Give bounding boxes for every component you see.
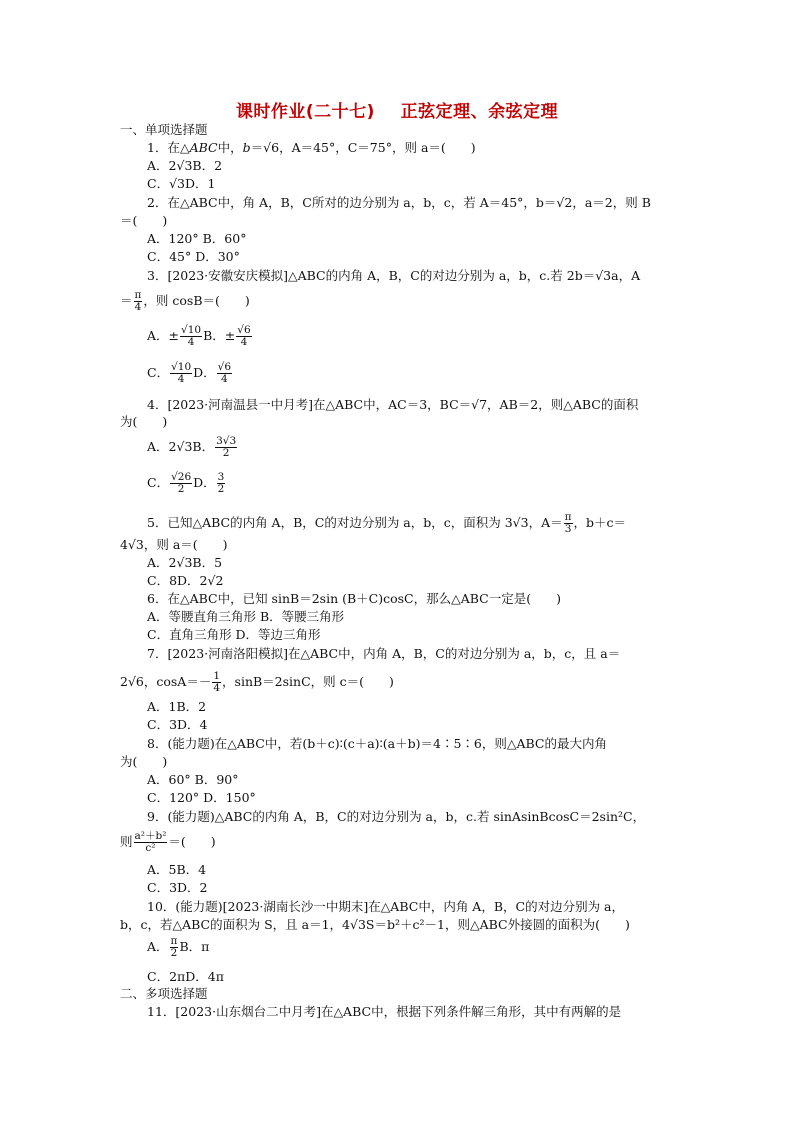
question-1-stem: 1．在△ABC中，b＝√6，A＝45°，C＝75°，则 a＝( ): [147, 140, 476, 155]
question-9-options-ab: A．5B．4: [147, 862, 207, 877]
question-2-options-ab: A．120° B．60°: [147, 231, 247, 246]
question-3-stem-line2: ＝ $\frac{\pi}{4}$ ，则 cosB＝( ): [120, 289, 250, 313]
question-2-options-cd: C．45° D．30°: [147, 249, 240, 264]
question-4-options-cd: C． $\frac{√26}{2}$ D． $\frac{3}{2}$: [147, 471, 225, 495]
question-6-options-cd: C．直角三角形 D．等边三角形: [147, 627, 321, 642]
question-7-options-cd: C．3D．4: [147, 717, 208, 732]
question-10-stem-line2: b，c，若△ABC的面积为 S，且 a＝1，4√3S＝b²＋c²－1，则△ABC外接圆的面积为( ): [120, 917, 630, 932]
question-10-options-ab: A． $\frac{\pi}{2}$ B．π: [147, 935, 210, 959]
question-1-options-cd: C．√3D．1: [147, 176, 216, 191]
question-9-options-cd: C．3D．2: [147, 880, 208, 895]
question-5-stem-line1: 5．已知△ABC的内角 A，B，C的对边分别为 a，b，c，面积为 3√3，A＝ $\frac{\pi}{3}$ ，b＋c＝: [147, 511, 627, 535]
question-2-stem-line1: 2．在△ABC中，角 A，B，C所对的边分别为 a，b，c，若 A＝45°，b＝√2，a＝2，则 B: [147, 195, 651, 210]
question-5-stem-line2: 4√3，则 a＝( ): [120, 537, 228, 552]
question-1-options-ab: A．2√3B．2: [147, 158, 223, 173]
question-4-options-ab: A．2√3B． $\frac{3√3}{2}$: [147, 435, 237, 459]
question-8-options-cd: C．120° D．150°: [147, 790, 256, 805]
question-4-stem-line2: 为( ): [120, 414, 168, 429]
question-4-stem-line1: 4．[2023·河南温县一中月考]在△ABC中，AC＝3，BC＝√7，AB＝2，则△ABC的面积: [147, 397, 639, 412]
question-7-stem-line1: 7．[2023·河南洛阳模拟]在△ABC中，内角 A，B，C的对边分别为 a，b，c，且 a＝: [147, 646, 621, 661]
question-3-stem-line1: 3．[2023·安徽安庆模拟]△ABC的内角 A，B，C的对边分别为 a，b，c.若 2b＝√3a，A: [147, 268, 641, 283]
question-3-options-cd: C． $\frac{√10}{4}$ D． $\frac{√6}{4}$: [147, 361, 232, 385]
title-sub: 正弦定理、余弦定理: [400, 102, 559, 122]
question-10-stem-line1: 10．(能力题)[2023·湖南长沙一中期末]在△ABC中，内角 A，B，C的对边分别为 a，: [147, 899, 624, 914]
question-11-stem-line1: 11．[2023·山东烟台二中月考]在△ABC中，根据下列条件解三角形，其中有两解的是: [147, 1004, 622, 1019]
section-heading-single: 一、单项选择题: [120, 122, 208, 137]
question-5-options-cd: C．8D．2√2: [147, 573, 224, 588]
question-7-stem-line2: 2√6，cosA＝－ $\frac{1}{4}$ ，sinB＝2sinC，则 c＝( ): [120, 670, 394, 694]
question-9-stem-line1: 9．(能力题)△ABC的内角 A，B，C的对边分别为 a，b，c.若 sinAsinBcosC＝2sin²C，: [147, 809, 646, 824]
question-8-stem-line1: 8．(能力题)在△ABC中，若(b＋c)∶(c＋a)∶(a＋b)＝4∶5∶6，则△ABC的最大内角: [147, 736, 607, 751]
question-6-options-ab: A．等腰直角三角形 B．等腰三角形: [147, 609, 345, 624]
title-main: 课时作业(二十七): [235, 102, 375, 122]
page-title: [0, 97, 794, 122]
question-9-stem-line2: 则 $\frac{\text{a²＋b²}}{\text{c²}}$ ＝( ): [120, 830, 216, 854]
question-10-options-cd: C．2πD．4π: [147, 969, 224, 984]
question-2-stem-line2: ＝( ): [120, 213, 168, 228]
question-5-options-ab: A．2√3B．5: [147, 555, 223, 570]
question-7-options-ab: A．1B．2: [147, 699, 207, 714]
question-8-options-ab: A．60° B．90°: [147, 772, 239, 787]
question-3-options-ab: A．± $\frac{√10}{4}$ B．± $\frac{√6}{4}$: [147, 324, 251, 348]
question-6-stem: 6．在△ABC中，已知 sinB＝2sin (B＋C)cosC，那么△ABC一定是( ): [147, 591, 561, 606]
section-heading-multi: 二、多项选择题: [120, 986, 208, 1001]
question-8-stem-line2: 为( ): [120, 754, 168, 769]
